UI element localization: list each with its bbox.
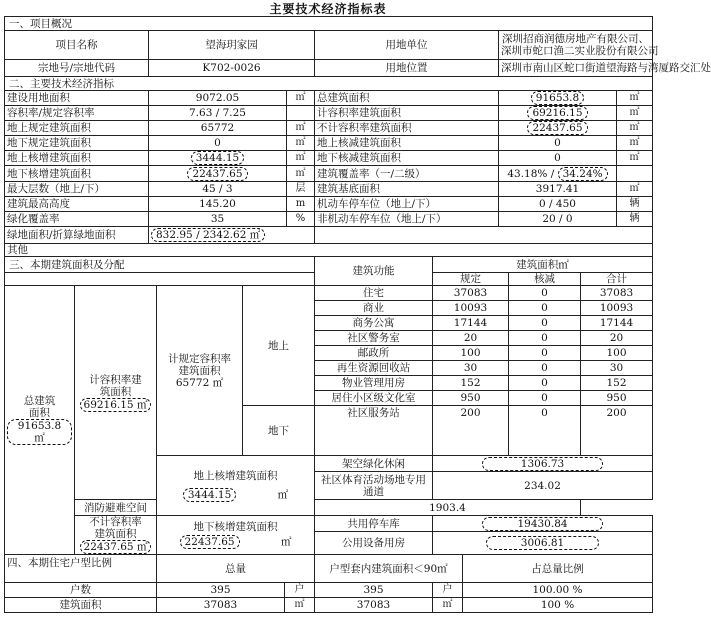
subheader-regulated: 规定	[433, 273, 509, 286]
function-total: 17144	[581, 316, 653, 331]
function-reduced: 0	[509, 286, 581, 301]
overview-table: 一、项目概况 项目名称 望海玥家园 用地单位 深圳招商润德房地产有限公司、 深圳市蛇口渔二实业股份有限公司 宗地号/宗地代码 K702-0026 用地位置 深圳市南山区蛇口街道望海路与湾厦路交汇处 二、主要技术经济指标 建设用地面积 9072.05 ㎡ 总建筑面积 91653.8 ㎡ 容积率/规定容积率 7.63 / 7.25 计容积率建筑面积 69216.15 ㎡ 地上规定建筑面积 65772 ㎡ 不计容积率建筑面积 22437.65 ㎡ 地下规定建筑面积 0 ㎡ 地上核减建筑面积 0 ㎡ 地上核增建筑面积 3444.15 ㎡ 地下核减建筑面积 0 ㎡ 地下核增建筑面积 22437.65 ㎡ 建筑覆盖率（一/二级） 43.18% / 34.24% 最大层数（地上/下） 45 / 3 层 建筑基底面积 3917.41 ㎡ 建筑最高高度 145.20 m 机动车停车位（地上/下） 0 / 450 辆 绿化覆盖率 35 % 非机动车停车位（地上/下） 20 / 0 辆 绿地面积/折算绿地面积 832.95 / 2342.62 ㎡ 其他	[4, 16, 653, 257]
indicator-unit: ㎡	[287, 91, 315, 106]
above-bonus-unit: ㎡	[277, 488, 289, 501]
function-reduced: 0	[509, 316, 581, 331]
indicator-label: 总建筑面积	[315, 91, 499, 106]
function-regulated: 200	[433, 406, 509, 456]
indicator-label: 不计容积率建筑面积	[315, 121, 499, 136]
function-total: 37083	[581, 286, 653, 301]
bonus-item-name: 社区体育活动场地专用通道	[315, 472, 433, 500]
function-reduced: 0	[509, 331, 581, 346]
indicator-value: 65772	[149, 121, 287, 136]
location-label: 用地位置	[315, 60, 499, 77]
subheader-total: 合计	[581, 273, 653, 286]
function-name: 住宅	[315, 286, 433, 301]
function-total: 10093	[581, 301, 653, 316]
indicator-unit: ㎡	[617, 106, 653, 121]
indicator-value: 9072.05	[149, 91, 287, 106]
ratio-header: 占总量比例	[463, 555, 653, 583]
above-bonus-cell	[157, 456, 315, 516]
bonus-item-name: 公用设备用房	[315, 532, 433, 555]
indicator-label: 地上规定建筑面积	[5, 121, 149, 136]
function-total: 100	[581, 346, 653, 361]
function-regulated: 30	[433, 361, 509, 376]
indicator-unit: m	[287, 197, 315, 212]
indicator-label: 非机动车停车位（地上/下）	[315, 212, 499, 227]
function-name: 社区服务站	[315, 406, 433, 456]
bonus-item-name: 消防避难空间	[75, 500, 157, 516]
below-ground-label: 地下	[243, 406, 315, 456]
section4-heading: 四、本期住宅户型比例	[5, 555, 157, 583]
far-area-label: 计容积率建筑面积	[89, 373, 142, 398]
indicator-value: 0	[499, 136, 617, 151]
section2-heading: 二、主要技术经济指标	[5, 77, 653, 91]
indicator-label: 建筑基底面积	[315, 182, 499, 197]
function-regulated: 100	[433, 346, 509, 361]
unit-row-label: 户数	[5, 583, 157, 598]
total-area-label: 总建筑面积	[23, 395, 56, 419]
land-user-line2: 深圳市蛇口渔二实业股份有限公司	[501, 45, 659, 57]
below-bonus-cell	[157, 516, 315, 555]
function-regulated: 17144	[433, 316, 509, 331]
unit-row-total-unit: ㎡	[285, 598, 315, 613]
indicator-value: 0	[499, 151, 617, 166]
indicator-value: 45 / 3	[149, 182, 287, 197]
function-reduced: 0	[509, 376, 581, 391]
indicator-label: 机动车停车位（地上/下）	[315, 197, 499, 212]
indicator-label: 地下核减建筑面积	[315, 151, 499, 166]
function-name: 邮政所	[315, 346, 433, 361]
indicator-unit: 辆	[617, 212, 653, 227]
bonus-item-value: 19430.84	[482, 517, 602, 531]
indicator-value: 20 / 0	[499, 212, 617, 227]
function-name: 再生资源回收站	[315, 361, 433, 376]
indicator-sheet	[4, 2, 711, 613]
far-area-cell	[75, 286, 157, 500]
bonus-item-name: 共用停车库	[315, 516, 433, 532]
indicator-value: 0 / 450	[499, 197, 617, 212]
coverage-level1: 43.18%	[507, 167, 548, 180]
land-user-line1: 深圳招商润德房地产有限公司、	[502, 33, 650, 45]
below-bonus-value: 22437.65	[187, 167, 247, 181]
bonus-item-value: 3006.81	[486, 536, 599, 550]
function-reduced: 0	[509, 301, 581, 316]
parcel-code: K702-0026	[149, 60, 315, 77]
land-user	[499, 31, 659, 60]
function-name: 商业	[315, 301, 433, 316]
above-bonus-value: 3444.15	[183, 488, 236, 502]
bonus-item-value: 1903.4	[315, 500, 581, 516]
function-reduced: 0	[509, 406, 581, 456]
project-name: 望海玥家园	[149, 31, 315, 60]
unit-row-label: 建筑面积	[5, 598, 157, 613]
function-name: 商务公寓	[315, 316, 433, 331]
regulated-area-label: 计规定容积率建筑面积	[168, 352, 231, 377]
area-header: 建筑面积㎡	[433, 257, 653, 273]
above-bonus-value: 3444.15	[191, 151, 244, 165]
indicator-unit: 层	[287, 182, 315, 197]
indicator-label: 建筑覆盖率（一/二级）	[315, 166, 499, 182]
other-label: 其他	[5, 244, 653, 257]
indicator-value: 35	[149, 212, 287, 227]
indicator-unit: ㎡	[287, 136, 315, 151]
bonus-item-name: 架空绿化休闲	[315, 456, 433, 472]
total-area-value: 91653.8 ㎡	[7, 419, 72, 445]
indicator-label: 最大层数（地上/下）	[5, 182, 149, 197]
indicator-unit	[617, 166, 653, 182]
indicator-value: 145.20	[149, 197, 287, 212]
area-distribution-table	[4, 256, 653, 555]
total-header: 总量	[157, 555, 315, 583]
indicator-unit: ㎡	[287, 151, 315, 166]
unit-row-total-unit: 户	[285, 583, 315, 598]
function-name: 居住小区级文化室	[315, 391, 433, 406]
below-bonus-value: 22437.65	[180, 535, 240, 549]
indicator-unit: ㎡	[617, 182, 653, 197]
function-regulated: 152	[433, 376, 509, 391]
indicator-unit: ㎡	[617, 91, 653, 106]
indicator-label: 计容积率建筑面积	[315, 106, 499, 121]
unit-row-type-unit: ㎡	[433, 598, 463, 613]
below-bonus-unit: ㎡	[280, 536, 292, 548]
indicator-unit: 辆	[617, 197, 653, 212]
far-area-value: 69216.15 ㎡	[80, 398, 152, 412]
sheet-title: 主要技术经济指标表	[269, 2, 387, 16]
unit-row-type: 37083	[315, 598, 433, 613]
indicator-unit: ㎡	[617, 136, 653, 151]
subheader-reduced: 核减	[509, 273, 581, 286]
unit-row-type-unit: 户	[433, 583, 463, 598]
section1-heading: 一、项目概况	[5, 17, 653, 31]
indicator-label: 地下规定建筑面积	[5, 136, 149, 151]
above-bonus-label: 地上核增建筑面积	[193, 469, 278, 482]
land-user-label: 用地单位	[315, 31, 499, 60]
function-name: 物业管理用房	[315, 376, 433, 391]
function-name: 社区警务室	[315, 331, 433, 346]
indicator-label: 地上核增建筑面积	[5, 151, 149, 166]
function-total: 950	[581, 391, 653, 406]
indicator-label: 绿化覆盖率	[5, 212, 149, 227]
function-total: 30	[581, 361, 653, 376]
location: 深圳市南山区蛇口街道望海路与湾厦路交汇处	[499, 60, 653, 77]
bonus-item-value: 1306.73	[482, 457, 603, 471]
indicator-unit: ㎡	[287, 121, 315, 136]
total-area-cell	[5, 286, 75, 555]
indicator-label: 容积率/规定容积率	[5, 106, 149, 121]
regulated-area-value: 65772 ㎡	[175, 376, 224, 389]
nonfar-area-cell	[75, 516, 157, 555]
function-reduced: 0	[509, 361, 581, 376]
project-name-label: 项目名称	[5, 31, 149, 60]
regulated-area-cell	[157, 286, 243, 456]
function-regulated: 20	[433, 331, 509, 346]
function-regulated: 10093	[433, 301, 509, 316]
type-header: 户型套内建筑面积＜90㎡	[315, 555, 463, 583]
far-area-value: 69216.15	[527, 106, 587, 120]
nonfar-area-value: 22437.65	[527, 121, 587, 135]
function-reduced: 0	[509, 346, 581, 361]
indicator-value: 3917.41	[499, 182, 617, 197]
indicator-unit: ㎡	[287, 166, 315, 182]
unit-row-total: 395	[157, 583, 285, 598]
indicator-unit: ㎡	[617, 151, 653, 166]
indicator-value: 7.63 / 7.25	[149, 106, 287, 121]
function-reduced: 0	[509, 391, 581, 406]
unit-row-total: 37083	[157, 598, 285, 613]
indicator-unit	[287, 106, 315, 121]
unit-row-ratio: 100 %	[463, 598, 653, 613]
unit-row-ratio: 100.00 %	[463, 583, 653, 598]
function-total: 152	[581, 376, 653, 391]
function-total: 200	[581, 406, 653, 456]
indicator-unit: ㎡	[617, 121, 653, 136]
indicator-value: 0	[149, 136, 287, 151]
parcel-label: 宗地号/宗地代码	[5, 60, 149, 77]
bonus-item-value: 234.02	[433, 472, 653, 500]
total-area-value: 91653.8	[531, 91, 584, 105]
function-regulated: 37083	[433, 286, 509, 301]
section3-heading: 三、本期建筑面积及分配	[5, 257, 315, 273]
green-area-label: 绿地面积/折算绿地面积	[5, 227, 149, 244]
below-bonus-label: 地下核增建筑面积	[193, 521, 278, 533]
indicator-unit: %	[287, 212, 315, 227]
indicator-label: 建筑最高高度	[5, 197, 149, 212]
nonfar-area-label: 不计容积率建筑面积	[89, 516, 142, 540]
unit-type-table	[4, 554, 653, 613]
unit-row-type: 395	[315, 583, 433, 598]
indicator-label: 地上核减建筑面积	[315, 136, 499, 151]
coverage-level2: 34.24%	[558, 167, 608, 181]
nonfar-area-value: 22437.65 ㎡	[80, 540, 152, 554]
indicator-label: 地下核增建筑面积	[5, 166, 149, 182]
above-ground-label: 地上	[243, 286, 315, 406]
indicator-label: 建设用地面积	[5, 91, 149, 106]
function-header: 建筑功能	[315, 257, 433, 286]
green-area-value: 832.95 / 2342.62 ㎡	[151, 228, 265, 242]
function-regulated: 950	[433, 391, 509, 406]
function-total: 20	[581, 331, 653, 346]
